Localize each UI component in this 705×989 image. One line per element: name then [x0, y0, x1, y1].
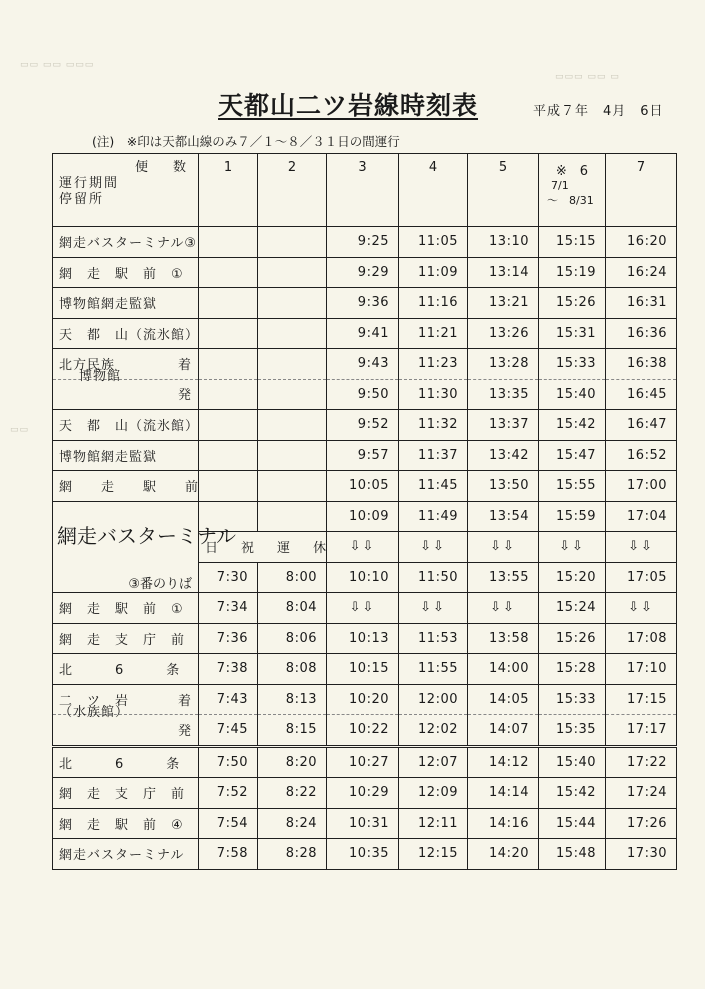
time-cell: 9:57	[327, 440, 399, 471]
timetable	[52, 153, 677, 870]
time-cell: 13:21	[468, 288, 539, 319]
time-cell	[199, 410, 258, 441]
stop-name: 博物館網走監獄	[53, 288, 199, 319]
stop-name: 北 6 条	[53, 746, 199, 778]
time-cell: 17:26	[606, 808, 677, 839]
time-cell: 8:00	[258, 562, 327, 593]
period-label: 運行期間	[59, 176, 120, 191]
pass-through-mark: ⇩⇩	[606, 532, 677, 563]
time-cell: 17:05	[606, 562, 677, 593]
pass-through-mark: ⇩⇩	[539, 532, 606, 563]
trip-number	[539, 154, 606, 227]
pass-through-mark: ⇩⇩	[399, 593, 468, 624]
trip-period-start: 7/1	[551, 179, 569, 192]
time-cell: 16:52	[606, 440, 677, 471]
time-cell: 13:55	[468, 562, 539, 593]
time-cell	[199, 288, 258, 319]
time-cell: 14:16	[468, 808, 539, 839]
time-cell: 13:58	[468, 623, 539, 654]
issue-date: 平成７年 4月 6日	[533, 104, 664, 119]
table-row	[53, 501, 677, 532]
trip-label: 2	[287, 160, 297, 175]
bin-label: 便 数	[134, 160, 192, 175]
time-cell: 17:08	[606, 623, 677, 654]
stop-name: 網 走 支 庁 前	[53, 623, 199, 654]
time-cell: 11:45	[399, 471, 468, 502]
time-cell: 8:15	[258, 715, 327, 747]
time-cell: 15:33	[539, 349, 606, 380]
time-cell	[258, 440, 327, 471]
time-cell: 15:59	[539, 501, 606, 532]
time-cell: 14:05	[468, 684, 539, 715]
stop-name: 網 走 駅 前	[53, 471, 199, 502]
trip-number	[258, 154, 327, 227]
time-cell: 14:00	[468, 654, 539, 685]
time-cell	[258, 227, 327, 258]
time-cell: 13:14	[468, 257, 539, 288]
time-cell: 15:15	[539, 227, 606, 258]
time-cell: 15:33	[539, 684, 606, 715]
table-row	[53, 839, 677, 870]
trip-label: 7	[636, 160, 646, 175]
time-cell: 15:35	[539, 715, 606, 747]
time-cell: 7:36	[199, 623, 258, 654]
stop-name: 網 走 支 庁 前	[53, 778, 199, 809]
time-cell: 15:40	[539, 746, 606, 778]
time-cell: 10:29	[327, 778, 399, 809]
time-cell: 9:50	[327, 379, 399, 410]
terminal-label: 網走バスターミナル	[57, 523, 236, 548]
time-cell: 7:43	[199, 684, 258, 715]
time-cell: 9:52	[327, 410, 399, 441]
time-cell: 17:04	[606, 501, 677, 532]
time-cell: 11:50	[399, 562, 468, 593]
time-cell	[199, 349, 258, 380]
holiday-suspended: 日 祝 運 休	[199, 532, 327, 563]
time-cell: 10:27	[327, 746, 399, 778]
time-cell: 11:05	[399, 227, 468, 258]
time-cell	[199, 440, 258, 471]
time-cell: 8:08	[258, 654, 327, 685]
time-cell	[258, 318, 327, 349]
time-cell: 11:55	[399, 654, 468, 685]
time-cell: 13:28	[468, 349, 539, 380]
time-cell: 10:05	[327, 471, 399, 502]
time-cell: 7:50	[199, 746, 258, 778]
platform-label: ③番のりば	[128, 576, 192, 592]
time-cell	[258, 471, 327, 502]
time-cell: 13:10	[468, 227, 539, 258]
time-cell: 17:24	[606, 778, 677, 809]
pass-through-mark: ⇩⇩	[399, 532, 468, 563]
time-cell: 12:15	[399, 839, 468, 870]
time-cell	[258, 410, 327, 441]
table-row	[53, 288, 677, 319]
time-cell: 11:23	[399, 349, 468, 380]
pass-through-mark: ⇩⇩	[468, 532, 539, 563]
stop-name-line2: 博物館	[79, 369, 122, 385]
time-cell: 10:09	[327, 501, 399, 532]
bleed-through-mark: ▭▭ ▭▭ ▭▭▭	[20, 60, 95, 70]
time-cell: 12:11	[399, 808, 468, 839]
time-cell: 8:04	[258, 593, 327, 624]
time-cell	[258, 288, 327, 319]
pass-through-mark: ⇩⇩	[327, 593, 399, 624]
stop-name: 天 都 山（流氷館）	[53, 318, 199, 349]
departure-mark: 発	[177, 723, 192, 739]
time-cell	[199, 379, 258, 410]
time-cell: 7:38	[199, 654, 258, 685]
stop-name: 網 走 駅 前 ①	[53, 257, 199, 288]
time-cell: 7:34	[199, 593, 258, 624]
stop-label: 停留所	[59, 192, 105, 207]
stop-name-line2: （水族館）	[59, 704, 130, 720]
time-cell: 8:28	[258, 839, 327, 870]
header-row	[53, 154, 677, 227]
trip-label: 3	[358, 160, 367, 175]
time-cell: 14:12	[468, 746, 539, 778]
time-cell	[199, 471, 258, 502]
time-cell: 15:19	[539, 257, 606, 288]
time-cell: 12:09	[399, 778, 468, 809]
time-cell: 15:55	[539, 471, 606, 502]
pass-through-mark: ⇩⇩	[327, 532, 399, 563]
time-cell: 10:10	[327, 562, 399, 593]
time-cell: 11:32	[399, 410, 468, 441]
trip-label: 4	[428, 160, 438, 175]
time-cell: 17:22	[606, 746, 677, 778]
time-cell: 16:31	[606, 288, 677, 319]
time-cell: 13:26	[468, 318, 539, 349]
time-cell	[258, 501, 327, 532]
time-cell	[258, 257, 327, 288]
arrival-mark: 着	[177, 693, 192, 709]
time-cell: 9:29	[327, 257, 399, 288]
table-row	[53, 623, 677, 654]
trip-period-end: ～ 8/31	[547, 194, 594, 207]
table-row	[53, 440, 677, 471]
time-cell: 10:15	[327, 654, 399, 685]
time-cell: 11:21	[399, 318, 468, 349]
trip-label: 1	[223, 160, 233, 175]
time-cell: 11:16	[399, 288, 468, 319]
time-cell	[199, 257, 258, 288]
time-cell: 11:49	[399, 501, 468, 532]
table-row	[53, 654, 677, 685]
table-row	[53, 410, 677, 441]
time-cell	[258, 379, 327, 410]
arrival-mark: 着	[177, 358, 192, 374]
time-cell: 15:26	[539, 623, 606, 654]
time-cell: 13:37	[468, 410, 539, 441]
time-cell: 14:14	[468, 778, 539, 809]
bleed-through-mark: ▭▭▭ ▭▭ ▭	[555, 72, 620, 82]
time-cell: 13:35	[468, 379, 539, 410]
time-cell: 9:41	[327, 318, 399, 349]
trip-label: 5	[498, 160, 508, 175]
stop-name-line1: 北方民族	[59, 358, 116, 374]
stop-name: 網走バスターミナル③	[53, 227, 199, 258]
time-cell: 11:53	[399, 623, 468, 654]
time-cell: 9:43	[327, 349, 399, 380]
table-row	[53, 715, 677, 747]
time-cell: 7:58	[199, 839, 258, 870]
trip-number	[199, 154, 258, 227]
time-cell: 10:31	[327, 808, 399, 839]
bleed-through-mark: ▭▭	[10, 425, 30, 435]
time-cell: 10:35	[327, 839, 399, 870]
trip-number	[327, 154, 399, 227]
time-cell: 7:30	[199, 562, 258, 593]
time-cell: 13:42	[468, 440, 539, 471]
time-cell: 9:36	[327, 288, 399, 319]
time-cell: 16:36	[606, 318, 677, 349]
time-cell: 14:07	[468, 715, 539, 747]
trip-number	[399, 154, 468, 227]
time-cell: 13:50	[468, 471, 539, 502]
time-cell: 15:40	[539, 379, 606, 410]
time-cell	[199, 318, 258, 349]
trip-number	[468, 154, 539, 227]
stop-name: 網走バスターミナル	[53, 839, 199, 870]
time-cell: 8:06	[258, 623, 327, 654]
time-cell: 15:28	[539, 654, 606, 685]
departure-mark: 発	[177, 388, 192, 404]
time-cell: 16:24	[606, 257, 677, 288]
time-cell: 15:42	[539, 778, 606, 809]
time-cell: 16:20	[606, 227, 677, 258]
table-row	[53, 318, 677, 349]
stop-name: 天 都 山（流氷館）	[53, 410, 199, 441]
time-cell: 17:30	[606, 839, 677, 870]
time-cell: 10:20	[327, 684, 399, 715]
stop-name: 北 6 条	[53, 654, 199, 685]
time-cell: 13:54	[468, 501, 539, 532]
stop-name-line1: 二 ツ 岩	[59, 693, 130, 709]
stop-name	[53, 369, 199, 410]
trip-number	[606, 154, 677, 227]
time-cell: 15:24	[539, 593, 606, 624]
time-cell: 8:20	[258, 746, 327, 778]
time-cell: 8:13	[258, 684, 327, 715]
time-cell: 16:38	[606, 349, 677, 380]
time-cell: 10:13	[327, 623, 399, 654]
time-cell: 17:10	[606, 654, 677, 685]
pass-through-mark: ⇩⇩	[606, 593, 677, 624]
time-cell: 17:00	[606, 471, 677, 502]
time-cell	[258, 349, 327, 380]
footnote: (注) ※印は天都山線のみ７／１～８／３１日の間運行	[92, 134, 400, 149]
time-cell: 7:45	[199, 715, 258, 747]
stop-name: 博物館網走監獄	[53, 440, 199, 471]
table-row	[53, 471, 677, 502]
table-row	[53, 227, 677, 258]
table-row	[53, 593, 677, 624]
time-cell: 9:25	[327, 227, 399, 258]
time-cell: 17:17	[606, 715, 677, 747]
time-cell: 7:54	[199, 808, 258, 839]
trip-label: ※ 6	[555, 164, 589, 179]
pass-through-mark: ⇩⇩	[468, 593, 539, 624]
page-title: 天都山二ツ岩線時刻表	[218, 91, 479, 120]
stop-name	[53, 704, 199, 747]
time-cell: 14:20	[468, 839, 539, 870]
time-cell: 16:47	[606, 410, 677, 441]
time-cell: 7:52	[199, 778, 258, 809]
time-cell: 16:45	[606, 379, 677, 410]
table-row	[53, 257, 677, 288]
time-cell: 17:15	[606, 684, 677, 715]
header-label-cell	[53, 154, 199, 227]
table-row	[53, 746, 677, 778]
stop-name: 網 走 駅 前 ④	[53, 808, 199, 839]
table-row	[53, 379, 677, 410]
time-cell: 11:09	[399, 257, 468, 288]
time-cell: 11:37	[399, 440, 468, 471]
stop-name: 網 走 駅 前 ①	[53, 593, 199, 624]
time-cell: 12:07	[399, 746, 468, 778]
table-row	[53, 808, 677, 839]
table-row	[53, 778, 677, 809]
time-cell: 12:02	[399, 715, 468, 747]
time-cell: 15:44	[539, 808, 606, 839]
time-cell: 12:00	[399, 684, 468, 715]
time-cell: 15:47	[539, 440, 606, 471]
time-cell: 15:26	[539, 288, 606, 319]
time-cell: 15:20	[539, 562, 606, 593]
time-cell	[199, 227, 258, 258]
time-cell: 15:48	[539, 839, 606, 870]
time-cell: 8:24	[258, 808, 327, 839]
time-cell: 10:22	[327, 715, 399, 747]
time-cell: 15:31	[539, 318, 606, 349]
time-cell: 15:42	[539, 410, 606, 441]
time-cell: 8:22	[258, 778, 327, 809]
time-cell: 11:30	[399, 379, 468, 410]
